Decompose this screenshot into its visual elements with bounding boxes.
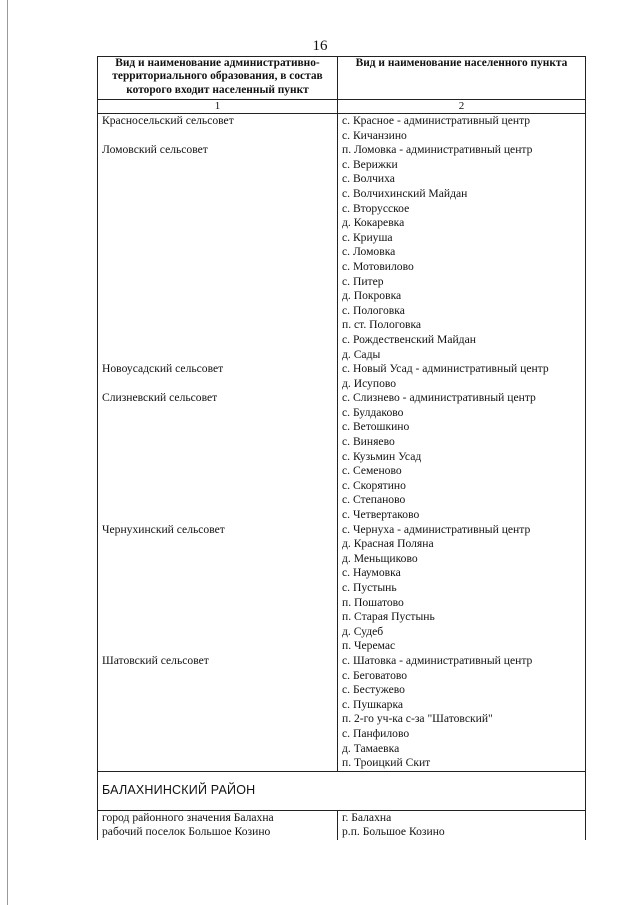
table-row xyxy=(98,406,586,421)
settlement-name: с. Ломовка xyxy=(342,245,396,259)
table-row xyxy=(98,158,586,173)
settlement-name: с. Степаново xyxy=(342,493,406,507)
settlement-name: с. Волчихинский Майдан xyxy=(342,186,468,200)
scan-edge-line xyxy=(7,0,8,905)
settlement-name: с. Новый Усад - административный центр xyxy=(342,362,549,376)
table-row xyxy=(98,143,586,158)
settlement-name: п. ст. Пологовка xyxy=(342,318,422,332)
entity-name: Ломовский сельсовет xyxy=(102,143,208,157)
table-row xyxy=(98,464,586,479)
settlement-name: п. Старая Пустынь xyxy=(342,610,435,624)
settlement-name: д. Тамаевка xyxy=(342,741,400,755)
settlement-name: с. Скорятино xyxy=(342,478,406,492)
settlement-name: с. Беговатово xyxy=(342,668,408,682)
table-row xyxy=(98,756,586,771)
entity-name: Чернухинский сельсовет xyxy=(102,522,225,536)
settlement-name: с. Ветошкино xyxy=(342,420,410,434)
table-row xyxy=(98,742,586,757)
table-row xyxy=(98,187,586,202)
column-header-settlement: Вид и наименование населенного пункта xyxy=(338,57,586,100)
settlement-name: с. Наумовка xyxy=(342,566,401,580)
settlement-name: с. Кузьмин Усад xyxy=(342,449,422,463)
settlement-name: с. Красное - административный центр xyxy=(342,114,531,127)
entity-name: Шатовский сельсовет xyxy=(102,653,209,667)
table-row xyxy=(98,698,586,713)
table-row xyxy=(98,625,586,640)
table-row xyxy=(98,216,586,231)
table-body xyxy=(98,114,586,772)
settlement-name: с. Четвертаково xyxy=(342,508,420,522)
settlement-name: с. Кичанзино xyxy=(342,128,407,142)
table-row xyxy=(98,581,586,596)
settlement-name: с. Бестужево xyxy=(342,683,405,697)
table-row xyxy=(98,508,586,523)
entity-name: Слизневский сельсовет xyxy=(102,391,218,405)
table-row xyxy=(98,260,586,275)
table-body-tail xyxy=(98,810,586,840)
entity-name: рабочий поселок Большое Козино xyxy=(102,825,271,839)
table-row xyxy=(98,129,586,144)
table-row xyxy=(98,552,586,567)
table-row xyxy=(98,683,586,698)
settlement-name: п. 2-го уч-ка с-за "Шатовский" xyxy=(342,712,493,726)
table-row xyxy=(98,377,586,392)
settlement-name: д. Покровка xyxy=(342,289,402,303)
table-row xyxy=(98,289,586,304)
settlement-name: с. Пологовка xyxy=(342,303,405,317)
table-row xyxy=(98,810,586,825)
settlements-table xyxy=(97,56,586,840)
settlement-name: д. Исупово xyxy=(342,376,397,390)
table-row xyxy=(98,493,586,508)
settlement-name: с. Волчиха xyxy=(342,172,395,186)
table-row xyxy=(98,450,586,465)
table-row xyxy=(98,172,586,187)
table-row xyxy=(98,114,586,129)
settlement-name: с. Пушкарка xyxy=(342,697,404,711)
table-row xyxy=(98,479,586,494)
entity-name: Новоусадский сельсовет xyxy=(102,362,224,376)
table-row xyxy=(98,245,586,260)
table-row xyxy=(98,727,586,742)
table-row xyxy=(98,362,586,377)
settlement-name: п. Троицкий Скит xyxy=(342,756,431,770)
settlement-name: с. Питер xyxy=(342,274,384,288)
column-number-2: 2 xyxy=(338,100,586,114)
settlement-name: с. Мотовилово xyxy=(342,259,414,273)
table-row xyxy=(98,435,586,450)
entity-name: Красносельский сельсовет xyxy=(102,114,234,127)
table-row xyxy=(98,304,586,319)
settlement-name: с. Виняево xyxy=(342,435,395,449)
table-row xyxy=(98,654,586,669)
settlement-name: с. Панфилово xyxy=(342,726,410,740)
table-row xyxy=(98,420,586,435)
table-row xyxy=(98,202,586,217)
settlement-name: д. Красная Поляна xyxy=(342,537,434,551)
table-row xyxy=(98,275,586,290)
table-row xyxy=(98,523,586,538)
table-row xyxy=(98,348,586,363)
table-row xyxy=(98,825,586,840)
table-row xyxy=(98,639,586,654)
table-row xyxy=(98,566,586,581)
table-row xyxy=(98,391,586,406)
table-row xyxy=(98,537,586,552)
region-heading: БАЛАХНИНСКИЙ РАЙОН xyxy=(98,771,586,810)
entity-name: город районного значения Балахна xyxy=(102,810,274,824)
settlement-name: с. Верижки xyxy=(342,157,398,171)
table-row xyxy=(98,669,586,684)
settlement-name: с. Рождественский Майдан xyxy=(342,332,476,346)
page-number: 16 xyxy=(312,38,328,54)
settlement-name: с. Семеново xyxy=(342,464,402,478)
table-row xyxy=(98,231,586,246)
settlement-name: п. Ломовка - административный центр xyxy=(342,143,533,157)
settlement-name: д. Кокаревка xyxy=(342,216,405,230)
settlement-name: д. Судеб xyxy=(342,624,384,638)
settlement-name: п. Черемас xyxy=(342,639,396,653)
settlement-name: с. Вторусское xyxy=(342,201,410,215)
settlement-name: д. Сады xyxy=(342,347,381,361)
settlement-name: с. Чернуха - административный центр xyxy=(342,522,531,536)
table-row xyxy=(98,596,586,611)
table-row xyxy=(98,333,586,348)
settlement-name: г. Балахна xyxy=(342,810,392,824)
table-row xyxy=(98,712,586,727)
table-row xyxy=(98,318,586,333)
settlement-name: с. Булдаково xyxy=(342,405,404,419)
column-header-entity: Вид и наименование административно-территориального образования, в состав которого входит населенный пункт xyxy=(98,57,338,100)
settlement-name: п. Пошатово xyxy=(342,595,404,609)
settlement-name: р.п. Большое Козино xyxy=(342,825,445,839)
settlement-name: с. Шатовка - административный центр xyxy=(342,653,533,667)
settlement-name: с. Пустынь xyxy=(342,581,397,594)
settlement-name: с. Слизнево - административный центр xyxy=(342,391,536,405)
settlement-name: д. Меньщиково xyxy=(342,551,418,565)
table-row xyxy=(98,610,586,625)
column-number-1: 1 xyxy=(98,100,338,114)
settlement-name: с. Криуша xyxy=(342,230,393,244)
